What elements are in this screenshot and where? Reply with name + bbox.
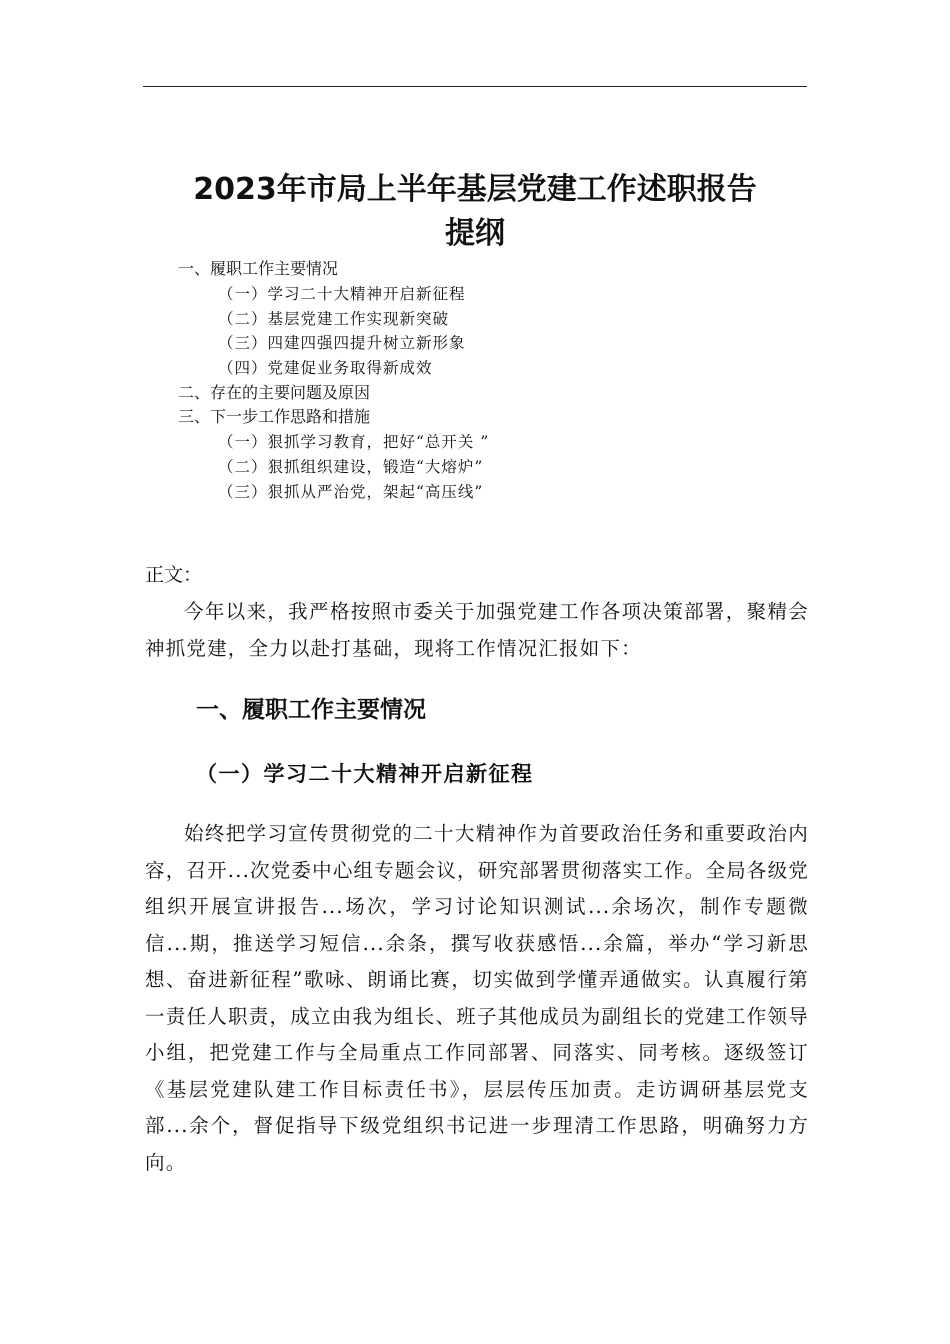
outline-item: （一）学习二十大精神开启新征程 xyxy=(218,285,466,303)
outline-item: 一、履职工作主要情况 xyxy=(178,259,339,278)
outline-item: 三、下一步工作思路和措施 xyxy=(178,407,371,426)
outline-item: （二）基层党建工作实现新突破 xyxy=(218,310,450,328)
section-heading: 一、履职工作主要情况 xyxy=(196,697,426,723)
body-paragraph: 始终把学习宣传贯彻党的二十大精神作为首要政治任务和重要政治内容，召开...次党委中心组专题会议，研究部署贯彻落实工作。全局各级党组织开展宣讲报告...场次，学习讨论知识测试...余场次，制作专题微信...期，推送学习短信...余条，撰写收获感悟...余篇，举办“学习新思想、奋进新征程”歌咏、朗诵比赛，切实做到学懂弄通做实。认真履行第一责任人职责，成立由我为组长、班子其他成员为副组长的党建工作领导小组，把党建工作与全局重点工作同部署、同落实、同考核。逐级签订《基层党建队建工作目标责任书》，层层传压加责。走访调研基层党支部...余个，督促指导下级党组织书记进一步理清工作思路，明确努力方向。 xyxy=(145,822,809,1174)
outline-item: 二、存在的主要问题及原因 xyxy=(178,383,371,402)
outline-item: （四）党建促业务取得新成效 xyxy=(218,359,433,377)
body-label: 正文： xyxy=(145,564,203,586)
outline-item: （一）狠抓学习教育，把好“总开关 ” xyxy=(218,433,490,451)
outline-item: （二）狠抓组织建设，锻造“大熔炉” xyxy=(218,458,484,476)
outline-item: （三）狠抓从严治党，架起“高压线” xyxy=(218,483,484,501)
document-title-line1: 2023年市局上半年基层党建工作述职报告 xyxy=(193,172,757,207)
outline-item: （三）四建四强四提升树立新形象 xyxy=(218,334,466,352)
document-title-line2: 提纲 xyxy=(445,216,505,251)
header-rule xyxy=(143,86,807,87)
intro-paragraph: 今年以来，我严格按照市委关于加强党建工作各项决策部署，聚精会神抓党建，全力以赴打基础，现将工作情况汇报如下： xyxy=(145,600,809,660)
subsection-heading: （一）学习二十大精神开启新征程 xyxy=(196,761,534,786)
